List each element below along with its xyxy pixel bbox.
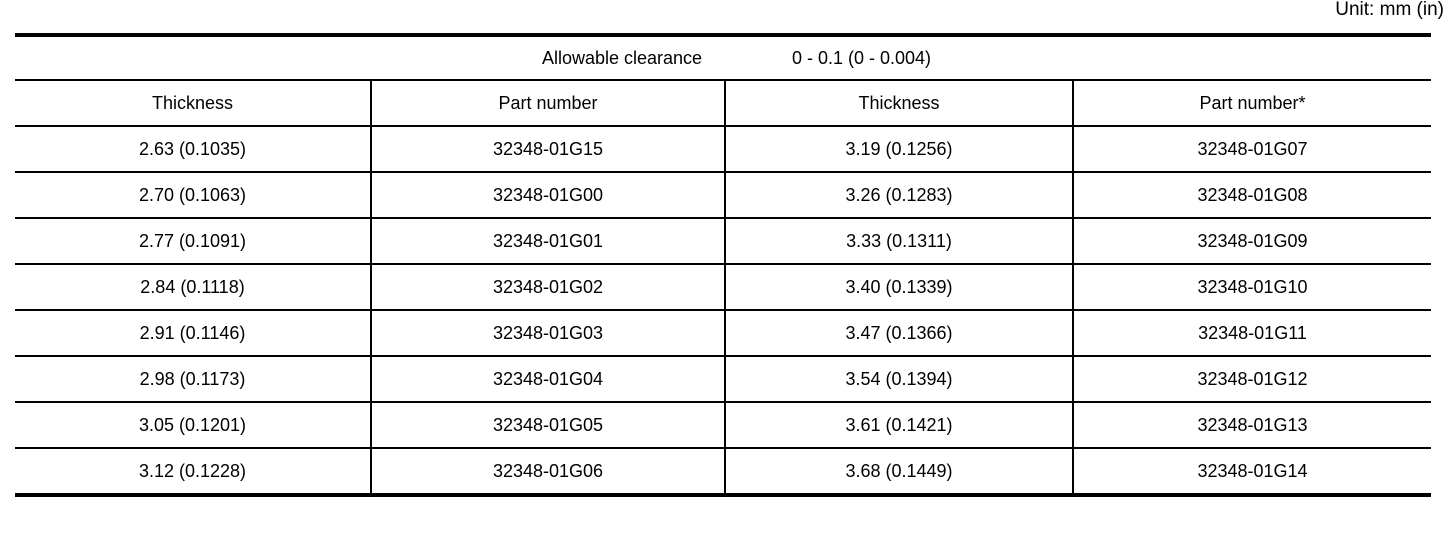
thickness-cell: 3.12 (0.1228) <box>15 448 371 495</box>
thickness-cell: 3.26 (0.1283) <box>725 172 1073 218</box>
table-row <box>15 126 1431 172</box>
thickness-part-number-table <box>15 33 1431 497</box>
table-header-row <box>15 80 1431 126</box>
part-number-cell: 32348-01G13 <box>1073 402 1431 448</box>
header-part-number-right: Part number* <box>1073 80 1431 126</box>
allowable-clearance-cell <box>15 35 1431 80</box>
part-number-cell: 32348-01G15 <box>371 126 725 172</box>
unit-label: Unit: mm (in) <box>1335 0 1444 20</box>
thickness-cell: 3.40 (0.1339) <box>725 264 1073 310</box>
thickness-cell: 2.91 (0.1146) <box>15 310 371 356</box>
table-row <box>15 356 1431 402</box>
allowable-clearance-label: Allowable clearance <box>541 47 703 68</box>
part-number-cell: 32348-01G01 <box>371 218 725 264</box>
part-number-cell: 32348-01G06 <box>371 448 725 495</box>
part-number-cell: 32348-01G09 <box>1073 218 1431 264</box>
thickness-cell: 3.33 (0.1311) <box>725 218 1073 264</box>
table-row <box>15 264 1431 310</box>
part-number-cell: 32348-01G10 <box>1073 264 1431 310</box>
allowable-clearance-value: 0 - 0.1 (0 - 0.004) <box>791 47 932 68</box>
part-number-cell: 32348-01G11 <box>1073 310 1431 356</box>
part-number-cell: 32348-01G02 <box>371 264 725 310</box>
table-row <box>15 172 1431 218</box>
part-number-cell: 32348-01G03 <box>371 310 725 356</box>
part-number-cell: 32348-01G00 <box>371 172 725 218</box>
table-row <box>15 402 1431 448</box>
thickness-cell: 3.47 (0.1366) <box>725 310 1073 356</box>
part-number-cell: 32348-01G08 <box>1073 172 1431 218</box>
part-number-cell: 32348-01G05 <box>371 402 725 448</box>
header-thickness-right: Thickness <box>725 80 1073 126</box>
thickness-cell: 3.19 (0.1256) <box>725 126 1073 172</box>
header-thickness-left: Thickness <box>15 80 371 126</box>
thickness-cell: 2.84 (0.1118) <box>15 264 371 310</box>
table-row <box>15 218 1431 264</box>
thickness-cell: 2.63 (0.1035) <box>15 126 371 172</box>
thickness-cell: 2.77 (0.1091) <box>15 218 371 264</box>
table-row <box>15 448 1431 495</box>
thickness-cell: 3.05 (0.1201) <box>15 402 371 448</box>
thickness-cell: 2.70 (0.1063) <box>15 172 371 218</box>
thickness-cell: 3.61 (0.1421) <box>725 402 1073 448</box>
part-number-cell: 32348-01G14 <box>1073 448 1431 495</box>
thickness-cell: 2.98 (0.1173) <box>15 356 371 402</box>
part-number-cell: 32348-01G04 <box>371 356 725 402</box>
thickness-cell: 3.54 (0.1394) <box>725 356 1073 402</box>
allowable-clearance-row <box>15 35 1431 80</box>
table-row <box>15 310 1431 356</box>
part-number-cell: 32348-01G07 <box>1073 126 1431 172</box>
thickness-cell: 3.68 (0.1449) <box>725 448 1073 495</box>
part-number-cell: 32348-01G12 <box>1073 356 1431 402</box>
header-part-number-left: Part number <box>371 80 725 126</box>
